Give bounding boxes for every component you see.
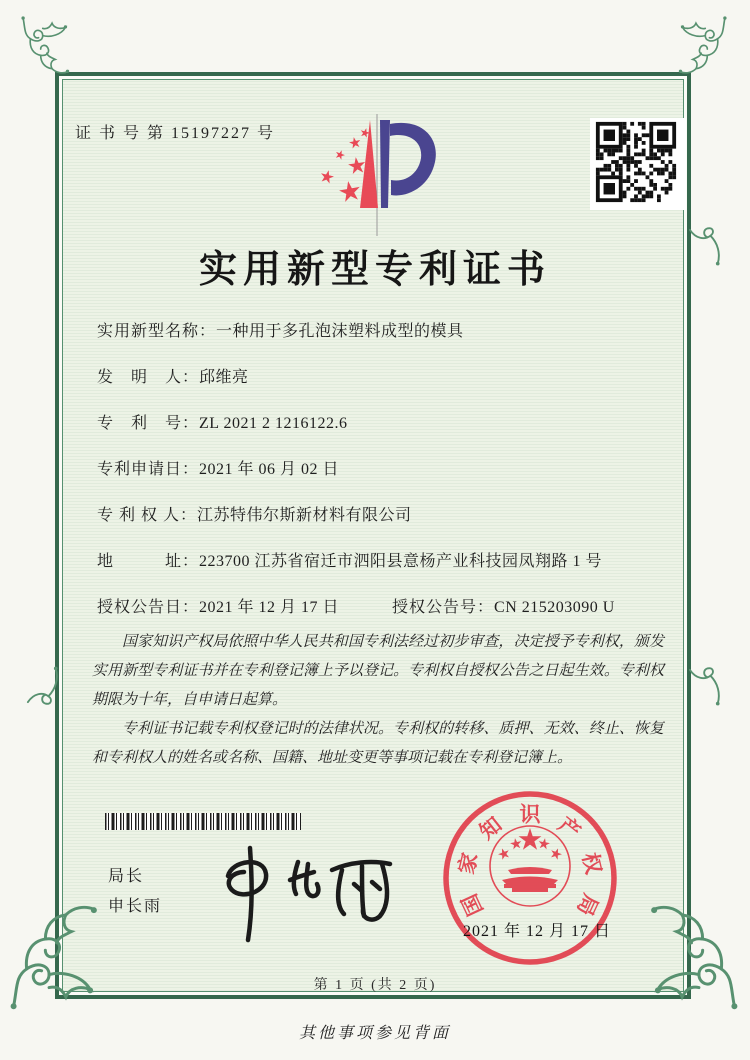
field-row-inventor [97,366,663,390]
field-label: 专 利 号： [97,415,200,432]
field-label: 发 明 人： [97,369,200,386]
field-value: 一种用于多孔泡沫塑料成型的模具 [216,323,464,340]
field-row-address [97,550,663,574]
field-row-patentee [97,504,663,528]
cnipa-logo-icon [298,108,458,240]
certificate-title: 实用新型专利证书 [198,249,551,291]
field-label: 实用新型名称： [97,323,217,340]
page-number: 第 1 页 (共 2 页) [313,978,437,993]
svg-text:识: 识 [519,803,541,827]
grant-date-value: 2021 年 12 月 17 日 [199,599,340,616]
svg-text:国: 国 [458,890,488,919]
director-block [108,862,162,922]
official-seal-icon [440,788,620,968]
legal-paragraph: 国家知识产权局依照中华人民共和国专利法经过初步审查，决定授予专利权，颁发实用新型专利证书并在专利登记簿上予以登记。专利权自授权公告之日起生效。专利权期限为十年，自申请日起算。 [92,634,664,708]
field-row-patent-number [97,412,663,436]
corner-flourish-icon [666,16,728,78]
grant-number-label: 授权公告号： [392,599,495,616]
svg-text:知: 知 [475,813,507,845]
field-value: 2021 年 06 月 02 日 [199,461,340,478]
svg-text:产: 产 [553,813,585,845]
legal-paragraph: 专利证书记载专利权登记时的法律状况。专利权的转移、质押、无效、终止、恢复和专利权人的姓名或名称、国籍、地址变更等事项记载在专利登记簿上。 [92,721,664,766]
svg-text:局: 局 [572,890,602,919]
grant-date-label: 授权公告日： [97,599,200,616]
field-label: 专利申请日： [97,461,200,478]
barcode-icon [105,813,301,830]
signature-handwriting [212,836,407,948]
field-row-name [97,320,663,344]
qr-code-icon [590,118,686,210]
cert-number: 证 书 号 第 15197227 号 [75,125,276,142]
svg-text:权: 权 [577,850,605,877]
seal-date: 2021 年 12 月 17 日 [463,923,612,940]
field-label: 地 址： [97,553,200,570]
field-row-grant [97,596,663,620]
back-note: 其他事项参见背面 [298,1025,451,1042]
svg-text:家: 家 [455,850,483,877]
field-value: 223700 江苏省宿迁市泗阳县意杨产业科技园凤翔路 1 号 [199,553,603,570]
grant-number-value: CN 215203090 U [494,599,615,616]
field-row-filing-date [97,458,663,482]
director-name: 申长雨 [108,898,163,915]
field-label: 专 利 权 人： [97,507,198,524]
field-value: ZL 2021 2 1216122.6 [199,415,348,432]
director-title: 局长 [108,868,145,885]
legal-text-block [92,628,664,773]
fields-block [97,320,663,642]
field-value: 邱维亮 [199,369,249,386]
corner-flourish-icon [20,16,82,78]
field-value: 江苏特伟尔斯新材料有限公司 [197,507,412,524]
